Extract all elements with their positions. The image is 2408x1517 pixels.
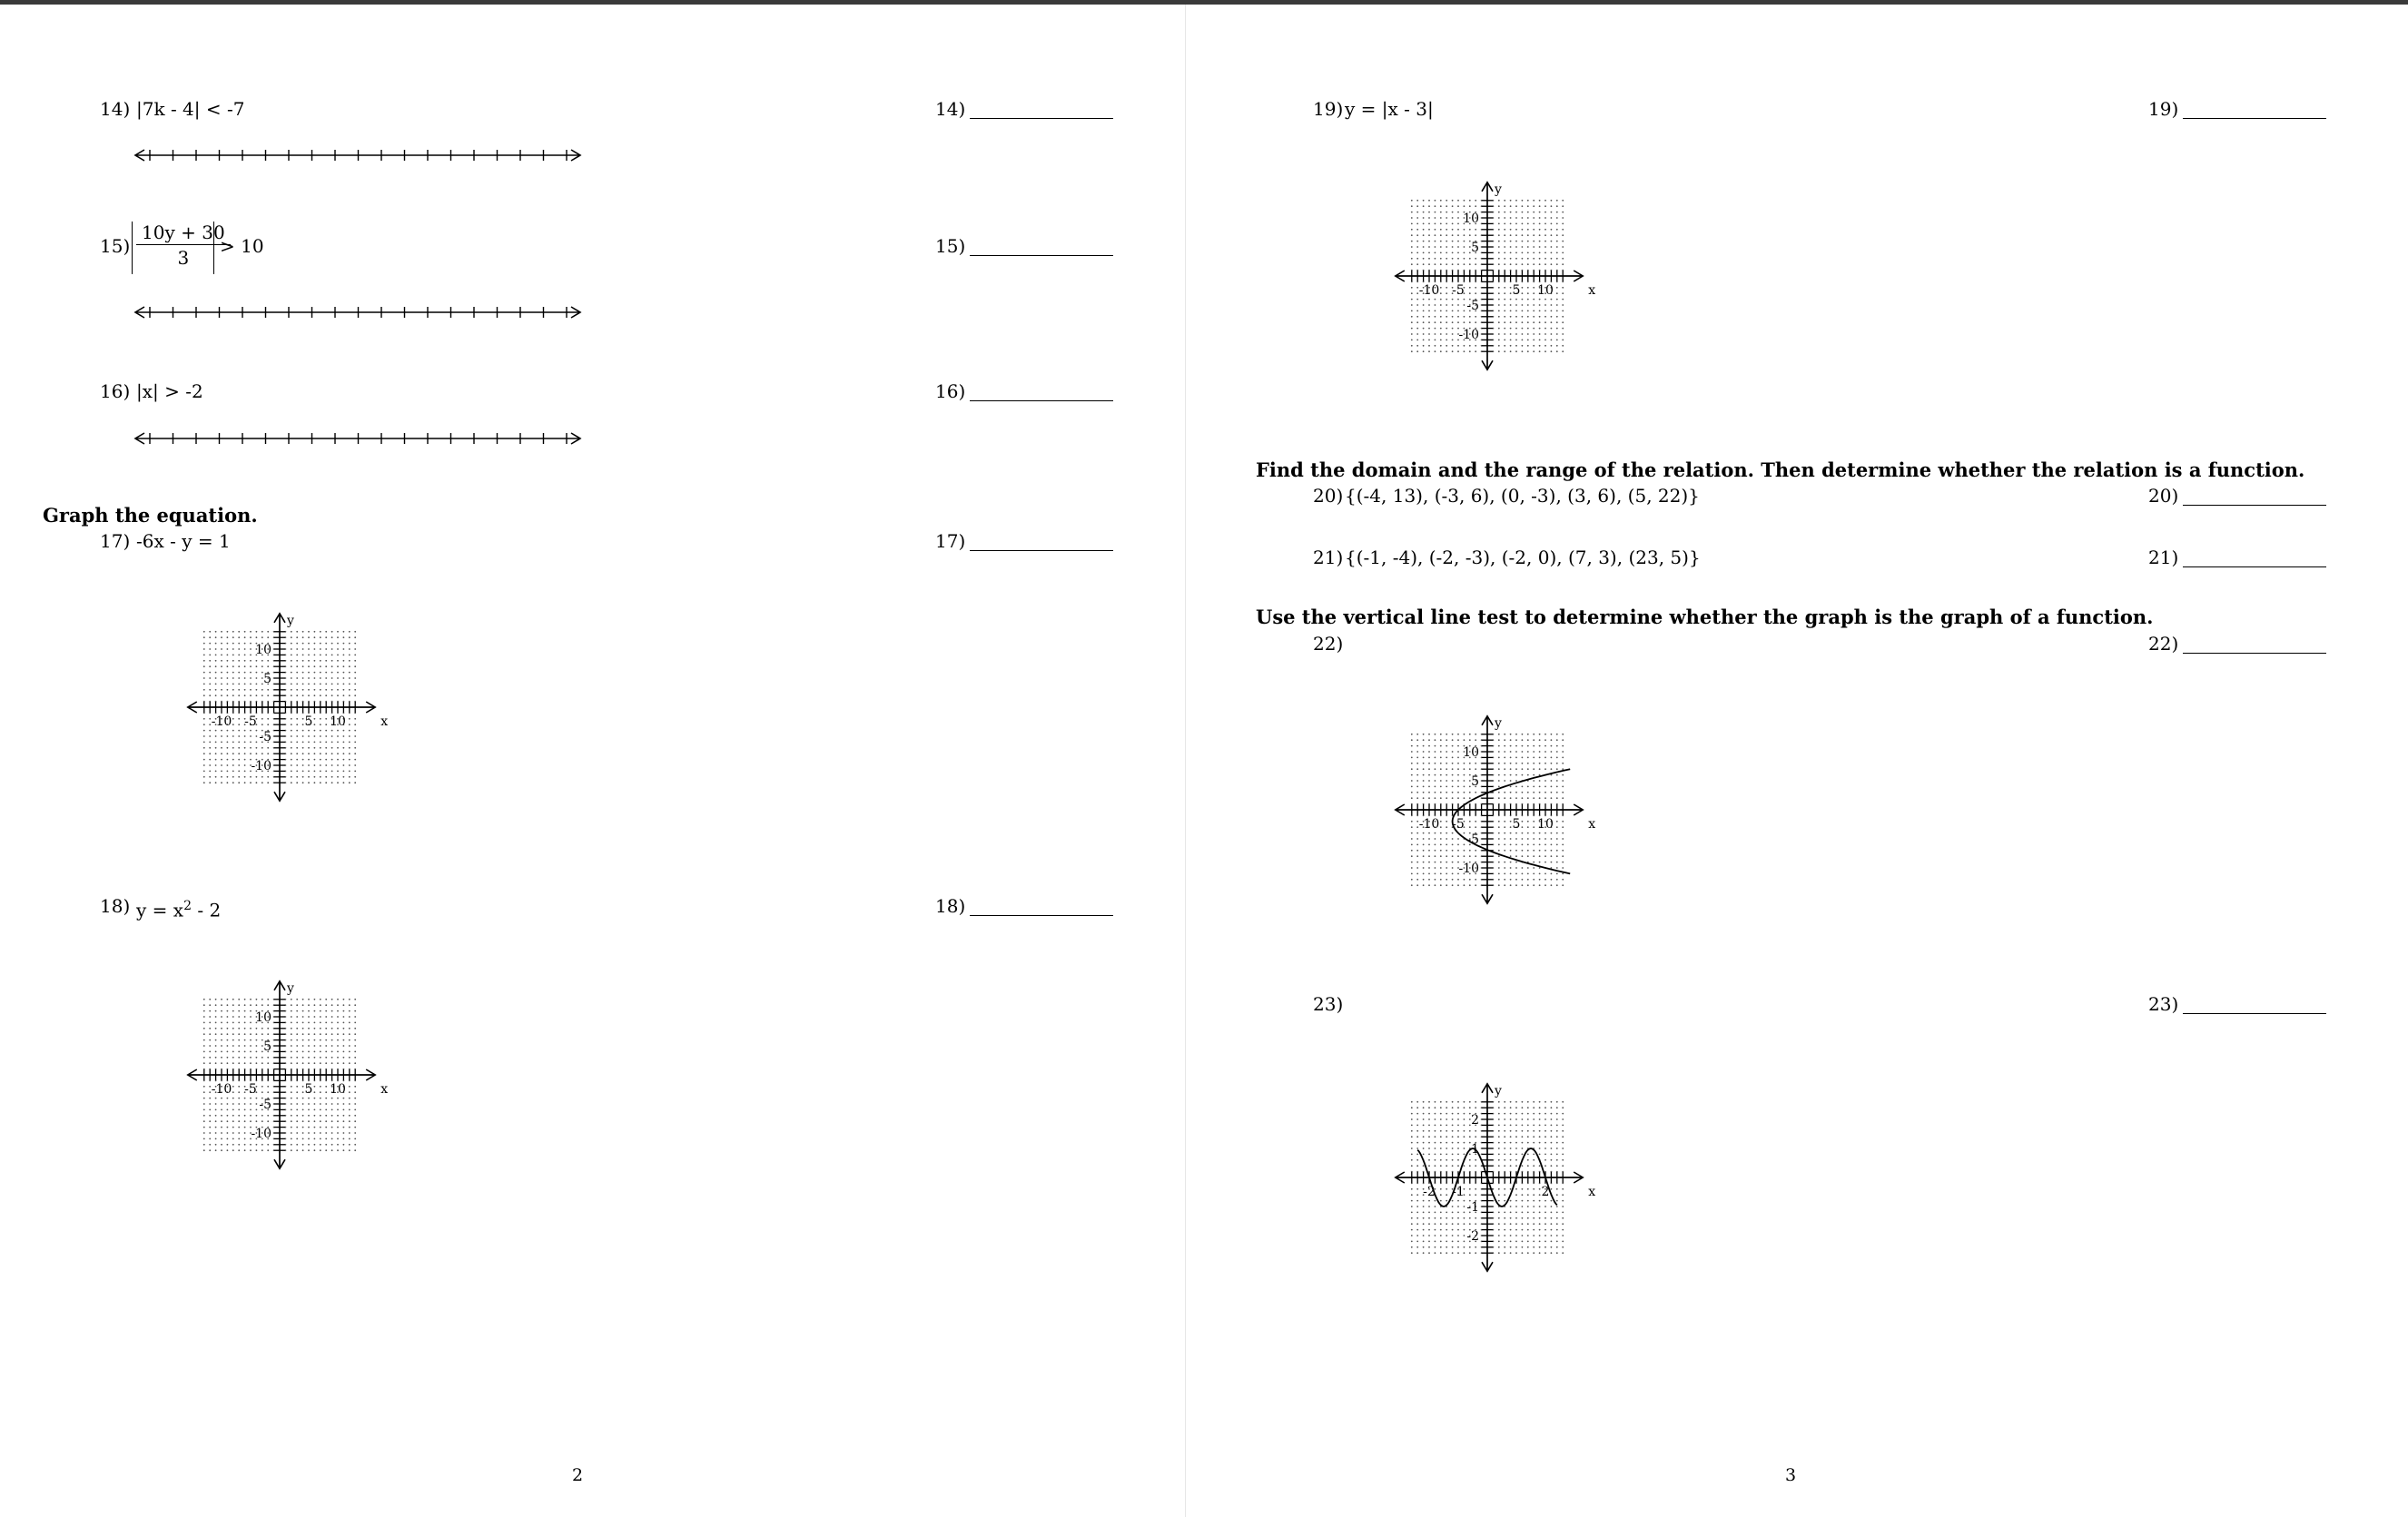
q15-numerator: 10y + 30 (136, 222, 231, 245)
y-tick-label: 10 (1463, 212, 1479, 226)
q23-answer-blank[interactable] (2183, 1013, 2326, 1014)
q18-answer-blank[interactable] (970, 915, 1113, 916)
q14-label: 14) (100, 98, 131, 120)
q20-answer-label: 20) (2148, 485, 2179, 507)
q16-label: 16) (100, 380, 131, 402)
q23-label: 23) (1313, 993, 1344, 1015)
q20-label: 20) (1313, 485, 1344, 507)
q16-number-line (132, 429, 586, 448)
q17-answer-label: 17) (935, 530, 966, 552)
q20-relation: {(-4, 13), (-3, 6), (0, -3), (3, 6), (5, 22)} (1345, 485, 1700, 507)
q22-answer-blank[interactable] (2183, 653, 2326, 654)
x-tick-label: -10 (1418, 817, 1440, 832)
q19-label: 19) (1313, 98, 1344, 120)
x-tick-label: -2 (1423, 1185, 1436, 1199)
page-separator (1185, 5, 1186, 1517)
x-tick-label: -5 (1452, 283, 1465, 298)
q19-answer-blank[interactable] (2183, 118, 2326, 119)
x-axis-label: x (1588, 1185, 1596, 1199)
x-tick-label: -5 (244, 1082, 257, 1097)
q22-coordinate-grid (1339, 661, 1648, 960)
x-tick-label: 10 (1537, 283, 1554, 298)
q21-answer-blank[interactable] (2183, 566, 2326, 567)
y-tick-label: -5 (1466, 299, 1479, 313)
q14-answer-blank[interactable] (970, 118, 1113, 119)
q15-number-line (132, 302, 586, 322)
q15-abs-bar-left (132, 222, 133, 274)
x-axis-label: x (1588, 817, 1596, 832)
y-tick-label: -5 (259, 730, 271, 744)
y-tick-label: -10 (251, 759, 271, 773)
q15-denominator: 3 (177, 247, 190, 269)
q18-eq-exponent: 2 (183, 899, 192, 913)
y-axis-label: y (1495, 1083, 1502, 1098)
page-number-left: 2 (572, 1465, 584, 1485)
x-tick-label: 5 (304, 1082, 313, 1097)
q20-answer-blank[interactable] (2183, 505, 2326, 506)
y-tick-label: 10 (1463, 745, 1479, 760)
y-tick-label: 10 (255, 1010, 271, 1025)
y-tick-label: -5 (1466, 832, 1479, 847)
x-axis-label: x (380, 1082, 389, 1097)
q17-answer-blank[interactable] (970, 550, 1113, 551)
y-tick-label: 1 (1471, 1142, 1479, 1157)
section-heading-domain-range: Find the domain and the range of the relation. Then determine whether the relation is a function. (1256, 458, 2305, 481)
y-axis-label: y (1495, 715, 1502, 731)
q14-answer-label: 14) (935, 98, 966, 120)
y-tick-label: -2 (1466, 1229, 1479, 1244)
q14-number-line (132, 145, 586, 165)
q23-answer-label: 23) (2148, 993, 2179, 1015)
q16-inequality: |x| > -2 (136, 380, 203, 402)
y-tick-label: -10 (1458, 862, 1479, 876)
x-tick-label: 2 (1541, 1185, 1550, 1199)
q19-coordinate-grid (1339, 127, 1648, 427)
x-tick-label: -5 (1452, 817, 1465, 832)
x-tick-label: 5 (304, 714, 313, 729)
y-tick-label: -1 (1466, 1200, 1479, 1215)
q19-equation: y = |x - 3| (1345, 98, 1434, 120)
q22-label: 22) (1313, 633, 1344, 655)
q23-coordinate-grid (1339, 1021, 1648, 1335)
q17-coordinate-grid (132, 558, 440, 858)
x-tick-label: 10 (330, 1082, 346, 1097)
y-axis-label: y (287, 980, 294, 996)
y-tick-label: 10 (255, 643, 271, 657)
y-tick-label: 5 (1471, 774, 1479, 789)
q18-eq-base: y = x (136, 899, 184, 921)
x-tick-label: 10 (330, 714, 346, 729)
q15-answer-label: 15) (935, 235, 966, 257)
y-tick-label: 5 (263, 1039, 271, 1054)
y-tick-label: -5 (259, 1098, 271, 1112)
x-tick-label: 5 (1512, 817, 1521, 832)
q15-label: 15) (100, 235, 131, 257)
x-tick-label: 5 (1512, 283, 1521, 298)
q18-coordinate-grid (132, 926, 440, 1226)
y-tick-label: 5 (263, 672, 271, 686)
x-tick-label: -10 (1418, 283, 1440, 298)
q19-answer-label: 19) (2148, 98, 2179, 120)
q18-label: 18) (100, 895, 131, 917)
y-tick-label: -10 (251, 1127, 271, 1141)
q17-equation: -6x - y = 1 (136, 530, 231, 552)
q18-answer-label: 18) (935, 895, 966, 917)
q15-rhs: > 10 (220, 235, 264, 257)
x-tick-label: 10 (1537, 817, 1554, 832)
q18-equation (136, 895, 221, 921)
y-tick-label: 5 (1471, 241, 1479, 255)
q15-fraction (136, 222, 231, 269)
viewer-top-bar (0, 0, 2408, 5)
q16-answer-label: 16) (935, 380, 966, 402)
q21-label: 21) (1313, 547, 1344, 568)
page-number-right: 3 (1785, 1465, 1797, 1485)
x-axis-label: x (1588, 283, 1596, 298)
q16-answer-blank[interactable] (970, 400, 1113, 401)
q17-label: 17) (100, 530, 131, 552)
x-tick-label: -5 (244, 714, 257, 729)
section-heading-vertical-line-test: Use the vertical line test to determine whether the graph is the graph of a function. (1256, 606, 2154, 628)
y-axis-label: y (287, 613, 294, 628)
x-tick-label: -10 (211, 714, 232, 729)
q18-eq-tail: - 2 (191, 899, 222, 921)
q15-abs-bar-right (213, 222, 214, 274)
q22-answer-label: 22) (2148, 633, 2179, 655)
x-axis-label: x (380, 714, 389, 729)
y-axis-label: y (1495, 182, 1502, 197)
q21-relation: {(-1, -4), (-2, -3), (-2, 0), (7, 3), (23, 5)} (1345, 547, 1701, 568)
x-tick-label: -10 (211, 1082, 232, 1097)
q21-answer-label: 21) (2148, 547, 2179, 568)
q15-answer-blank[interactable] (970, 255, 1113, 256)
y-tick-label: 2 (1471, 1113, 1479, 1128)
section-heading-graph: Graph the equation. (43, 504, 258, 527)
y-tick-label: -10 (1458, 328, 1479, 342)
x-tick-label: -1 (1452, 1185, 1465, 1199)
q14-inequality: |7k - 4| < -7 (136, 98, 245, 120)
